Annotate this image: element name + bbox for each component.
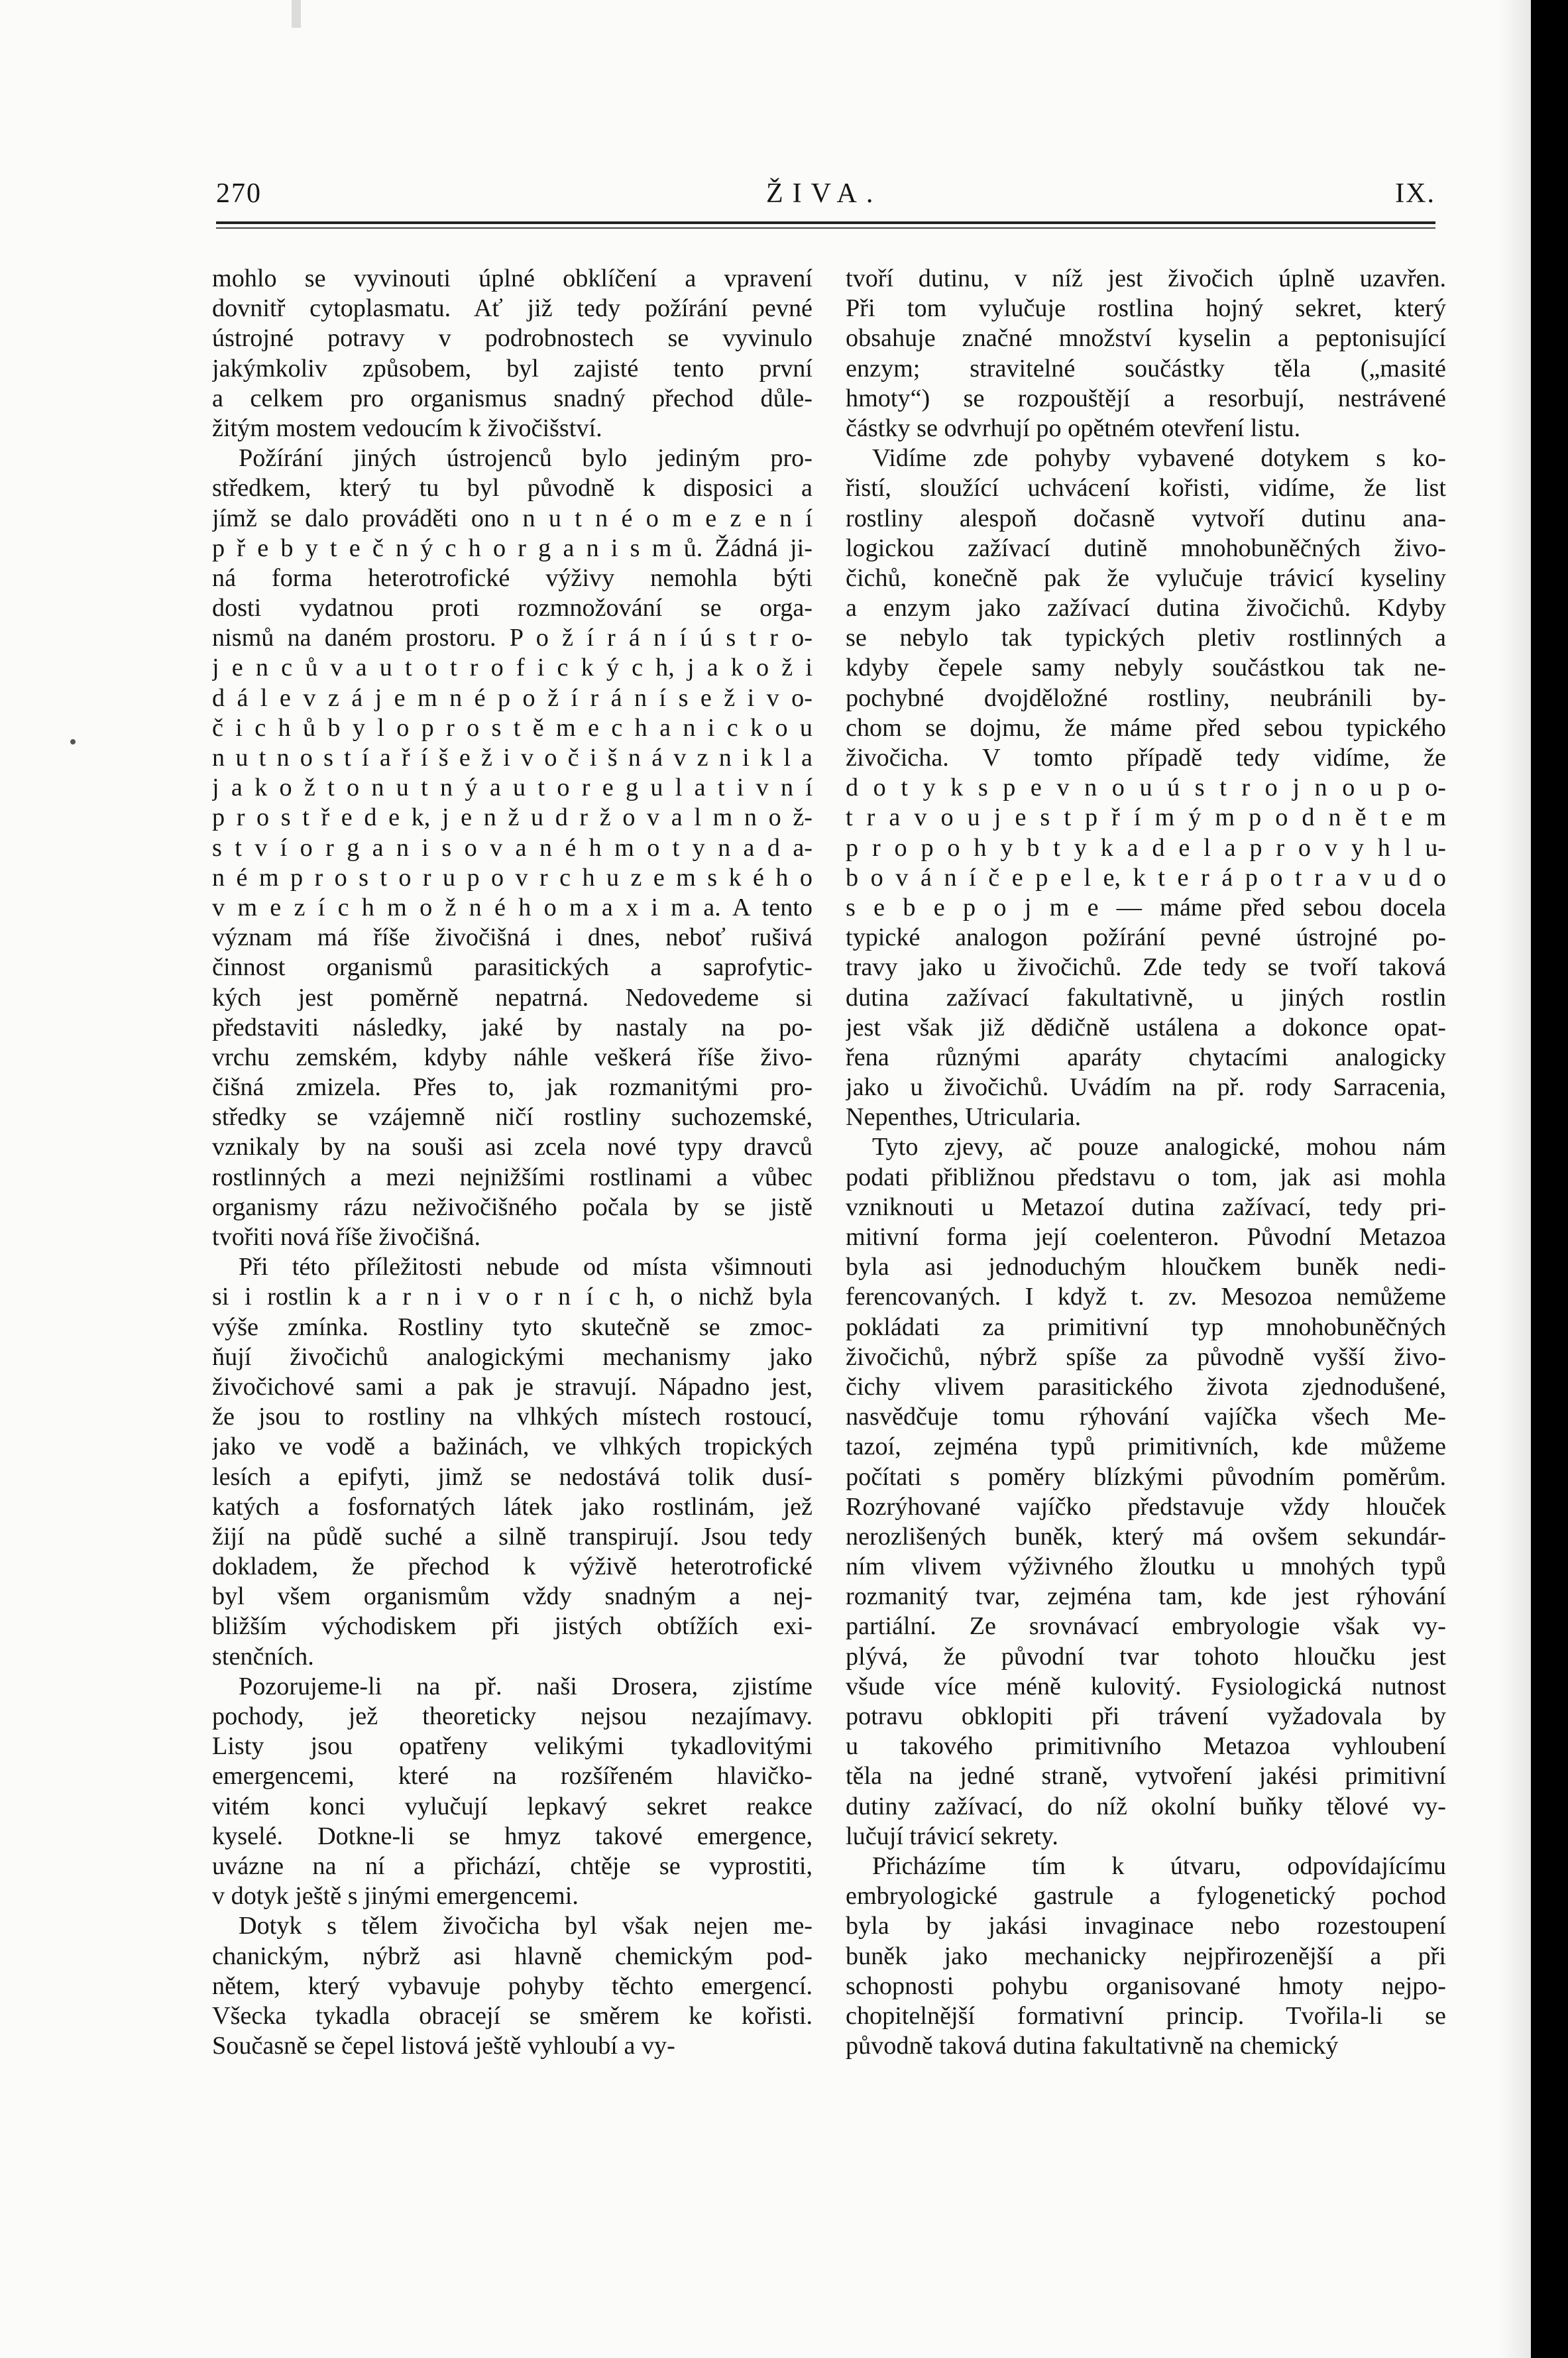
text-line: rostliny alespoň dočasně vytvoří dutinu ana- (846, 504, 1446, 532)
scan-artifact-dot (70, 739, 76, 744)
text-line: bližším východiskem při jistých obtížích exi- (212, 1612, 812, 1641)
text-line: t r a v o u j e s t p ř í m ý m p o d n ě t e m (846, 803, 1446, 832)
text-line: částky se odvrhují po opětném otevření listu. (846, 414, 1301, 442)
text-line: buněk jako mechanicky nejpřirozenější a při (846, 1942, 1446, 1970)
text-line: význam má říše živočišná i dnes, neboť rušivá (212, 923, 812, 952)
text-line: jakýmkoliv způsobem, byl zajisté tento první (212, 354, 812, 383)
text-line: nerozlišených buněk, který má ovšem sekundár- (846, 1522, 1446, 1551)
header-rule-thick (216, 221, 1435, 224)
text-line: podati přibližnou představu o tom, jak asi mohla (846, 1163, 1446, 1191)
text-line: Dotyk s tělem živočicha byl však nejen me- (239, 1912, 812, 1940)
text-line: mitivní forma její coelenteron. Původní Metazoa (846, 1223, 1446, 1251)
text-line: se nebylo tak typických pletiv rostlinných a (846, 624, 1446, 652)
text-line: ním vlivem výživného žloutku u mnohých typů (846, 1553, 1446, 1581)
text-line: stenčních. (212, 1642, 314, 1671)
text-line: ústrojné potravy v podrobnostech se vyvinulo (212, 324, 812, 353)
text-line: tazoí, zejména typů primitivních, kde můžeme (846, 1433, 1446, 1461)
text-line: n é m p r o s t o r u p o v r c h u z e m s k é h o (212, 863, 812, 892)
text-line: byla asi jednoduchým hloučkem buněk nedi- (846, 1253, 1446, 1281)
text-line: organismy rázu neživočišného počala by se jistě (212, 1193, 812, 1221)
text-line: d o t y k s p e v n o u ú s t r o j n o u p o- (846, 774, 1446, 802)
text-line: kyselé. Dotkne-li se hmyz takové emergence, (212, 1822, 812, 1850)
text-line: emergencemi, které na rozšířeném hlavičko- (212, 1762, 812, 1791)
text-line: typické analogon požírání pevné ústrojné po- (846, 923, 1446, 952)
running-header (216, 178, 1435, 217)
text-line: Tyto zjevy, ač pouze analogické, mohou nám (872, 1133, 1446, 1161)
text-line: nasvědčuje tomu rýhování vajíčka všech Me- (846, 1403, 1446, 1431)
text-line: s e b e p o j m e — máme před sebou docela (846, 893, 1446, 921)
text-line: s t v í o r g a n i s o v a n é h m o t y n a d a- (212, 833, 812, 862)
text-line: jako u živočichů. Uvádím na př. rody Sarracenia, (846, 1073, 1446, 1102)
text-line: p r o s t ř e d e k, j e n ž u d r ž o v a l m n o ž- (212, 803, 812, 832)
text-line: d á l e v z á j e m n é p o ž í r á n í s e ž i v o- (212, 683, 812, 712)
text-line: v dotyk ještě s jinými emergencemi. (212, 1882, 579, 1911)
left-column (212, 264, 812, 2061)
text-line: si i rostlin k a r n i v o r n í c h, o nichž byla (212, 1283, 812, 1311)
text-line: tvoří dutinu, v níž jest živočich úplně uzavřen. (846, 265, 1446, 292)
text-line: j e n c ů v a u t o t r o f i c k ý c h, j a k o ž i (212, 654, 812, 682)
text-line: původně taková dutina fakultativně na chemický (846, 2032, 1339, 2060)
text-line: p ř e b y t e č n ý c h o r g a n i s m ů. Žádná ji- (212, 534, 812, 562)
text-line: vzniknouti u Metazoí dutina zažívací, tedy pri- (846, 1193, 1446, 1221)
text-line: n u t n o s t í a ř í š e ž i v o č i š n á v z n i k l a (212, 744, 812, 772)
text-line: lesích a epifyti, jimž se nedostává tolik dusí- (212, 1462, 812, 1491)
text-line: kých jest poměrně nepatrná. Nedovedeme si (212, 983, 812, 1012)
text-line: Při této příležitosti nebude od místa všimnouti (239, 1253, 812, 1281)
text-line: středkem, který tu byl původně k disposici a (212, 474, 812, 502)
text-line: tvořiti nová říše živočišná. (212, 1223, 481, 1251)
text-line: všude více méně kulovitý. Fysiologická nutnost (846, 1672, 1446, 1700)
text-line: enzym; stravitelné součástky těla („masité (846, 354, 1446, 383)
text-line: středky se vzájemně ničí rostliny suchozemské, (212, 1103, 812, 1132)
text-line: pokládati za primitivní typ mnohobuněčných (846, 1313, 1446, 1341)
text-line: dutina zažívací fakultativně, u jiných rostlin (846, 983, 1446, 1012)
text-line: čišná zmizela. Přes to, jak rozmanitými pro- (212, 1073, 812, 1102)
text-line: plývá, že původní tvar tohoto hloučku jest (846, 1642, 1446, 1671)
text-line: lučují trávicí sekrety. (846, 1822, 1058, 1850)
text-line: kdyby čepele samy nebyly součástkou tak ne- (846, 654, 1446, 682)
page-number: 270 (216, 178, 262, 209)
text-line: dokladem, že přechod k výživě heterotrofické (212, 1553, 812, 1581)
text-line: Vidíme zde pohyby vybavené dotykem s ko- (872, 444, 1446, 473)
text-line: ferencovaných. I když t. zv. Mesozoa nemůžeme (846, 1283, 1446, 1311)
text-line: těla na jedné straně, vytvoření jakési primitivní (846, 1762, 1446, 1791)
text-line: uvázne na ní a přichází, chtěje se vyprostiti, (212, 1852, 812, 1880)
header-rule-thin (216, 227, 1435, 229)
text-line: Při tom vylučuje rostlina hojný sekret, který (846, 294, 1446, 323)
text-line: vrchu zemském, kdyby náhle veškerá říše živo- (212, 1043, 812, 1071)
text-line: hmoty“) se rozpouštějí a resorbují, nestrávené (846, 384, 1446, 412)
text-line: že jsou to rostliny na vlhkých místech rostoucí, (212, 1403, 812, 1431)
text-line: Všecka tykadla obracejí se směrem ke kořisti. (212, 2001, 812, 2030)
text-line: chopitelnější formativní princip. Tvořila-li se (846, 2001, 1446, 2030)
text-line: výše zmínka. Rostliny tyto skutečně se zmoc- (212, 1313, 812, 1341)
text-line: živočichů, nýbrž spíše za původně vyšší živo- (846, 1342, 1446, 1371)
text-line: embryologické gastrule a fylogenetický pochod (846, 1882, 1446, 1911)
text-line: činnost organismů parasitických a saprofytic- (212, 953, 812, 982)
text-line: č i c h ů b y l o p r o s t ě m e c h a n i c k o u (212, 713, 812, 742)
text-line: Požírání jiných ústrojenců bylo jediným pro- (239, 444, 812, 473)
text-line: Nepenthes, Utricularia. (846, 1103, 1082, 1132)
text-line: dosti vydatnou proti rozmnožování se orga- (212, 594, 812, 622)
text-line: byl všem organismům vždy snadným a nej- (212, 1582, 812, 1611)
text-line: dutiny zažívací, do níž okolní buňky tělové vy- (846, 1792, 1446, 1820)
text-line: byla by jakási invaginace nebo rozestoupení (846, 1912, 1446, 1940)
text-line: a enzym jako zažívací dutina živočichů. Kdyby (846, 594, 1446, 622)
text-line: jako ve vodě a bažinách, ve vlhkých tropických (212, 1433, 812, 1461)
text-line: dovnitř cytoplasmatu. Ať již tedy požírání pevné (212, 294, 812, 323)
text-line: katých a fosfornatých látek jako rostlinám, jež (212, 1492, 812, 1521)
text-line: živočicha. V tomto případě tedy vidíme, že (846, 744, 1446, 772)
text-line: vitém konci vylučují lepkavý sekret reakce (212, 1792, 812, 1820)
text-line: žijí na půdě suché a silně transpirují. Jsou tedy (212, 1522, 812, 1551)
text-line: rostlinných a mezi nejnižšími rostlinami a vůbec (212, 1163, 812, 1191)
text-line: pochybné dvojděložné rostliny, neubránili by- (846, 683, 1446, 712)
text-line: a celkem pro organismus snadný přechod důle- (212, 384, 812, 412)
text-line: Současně se čepel listová ještě vyhloubí a vy- (212, 2032, 675, 2060)
text-line: b o v á n í č e p e l e, k t e r á p o t r a v u d o (846, 863, 1446, 892)
text-line: Rozrýhované vajíčko představuje vždy hlouček (846, 1492, 1446, 1521)
volume-number: IX. (1395, 178, 1435, 209)
text-line: pochody, jež theoreticky nejsou nezajímavy. (212, 1702, 812, 1730)
text-line: partiální. Ze srovnávací embryologie však vy- (846, 1612, 1446, 1641)
text-line: v m e z í c h m o ž n é h o m a x i m a. A tento (212, 893, 812, 921)
text-line: p r o p o h y b t y k a d e l a p r o v y h l u- (846, 833, 1446, 862)
text-line: nismů na daném prostoru. P o ž í r á n í ú s t r o- (212, 624, 812, 652)
text-line: ňují živočichů analogickými mechanismy jako (212, 1342, 812, 1371)
text-line: travy jako u živočichů. Zde tedy se tvoří taková (846, 953, 1446, 982)
text-line: živočichové sami a pak je stravují. Nápadno jest, (212, 1372, 812, 1401)
page-edge-shadow (1498, 0, 1531, 2358)
text-line: jímž se dalo prováděti ono n u t n é o m e z e n í (212, 504, 812, 532)
text-line: řena různými aparáty chytacími analogicky (846, 1043, 1446, 1071)
text-line: u takového primitivního Metazoa vyhloubení (846, 1732, 1446, 1761)
text-line: mohlo se vyvinouti úplné obklíčení a vpravení (212, 265, 812, 292)
scan-artifact-top (292, 0, 301, 28)
text-line: logickou zažívací dutině mnohobuněčných živo- (846, 534, 1446, 562)
right-column (846, 264, 1446, 2061)
text-line: obsahuje značné množství kyselin a peptonisující (846, 324, 1446, 353)
text-line: rozmanitý tvar, zejména tam, kde jest rýhování (846, 1582, 1446, 1611)
text-line: nětem, který vybavuje pohyby těchto emergencí. (212, 1972, 812, 2000)
text-line: j a k o ž t o n u t n ý a u t o r e g u l a t i v n í (212, 774, 812, 802)
text-line: jest však již dědičně ustálena a dokonce opat- (846, 1013, 1446, 1041)
text-line: schopnosti pohybu organisované hmoty nejpo- (846, 1972, 1446, 2000)
text-line: počítati s poměry blízkými původním poměrům. (846, 1462, 1446, 1491)
text-line: žitým mostem vedoucím k živočišství. (212, 414, 602, 442)
text-line: potravu obklopiti při trávení vyžadovala by (846, 1702, 1446, 1730)
text-line: řistí, sloužící uchvácení kořisti, vidíme, že list (846, 474, 1446, 502)
text-line: Pozorujeme-li na př. naši Drosera, zjistíme (239, 1672, 812, 1700)
text-line: Přicházíme tím k útvaru, odpovídajícímu (872, 1852, 1446, 1880)
journal-title: ŽIVA. (766, 178, 883, 209)
text-line: Listy jsou opatřeny velikými tykadlovitými (212, 1732, 812, 1761)
text-line: představiti následky, jaké by nastaly na po- (212, 1013, 812, 1041)
text-line: chom se dojmu, že máme před sebou typického (846, 713, 1446, 742)
text-line: čichy vlivem parasitického života zjednodušené, (846, 1372, 1446, 1401)
text-line: čichů, konečně pak že vylučuje trávicí kyseliny (846, 563, 1446, 592)
text-line: chanickým, nýbrž asi hlavně chemickým pod- (212, 1942, 812, 1970)
text-line: ná forma heterotrofické výživy nemohla býti (212, 563, 812, 592)
text-line: vznikaly by na souši asi zcela nové typy dravců (212, 1133, 812, 1161)
